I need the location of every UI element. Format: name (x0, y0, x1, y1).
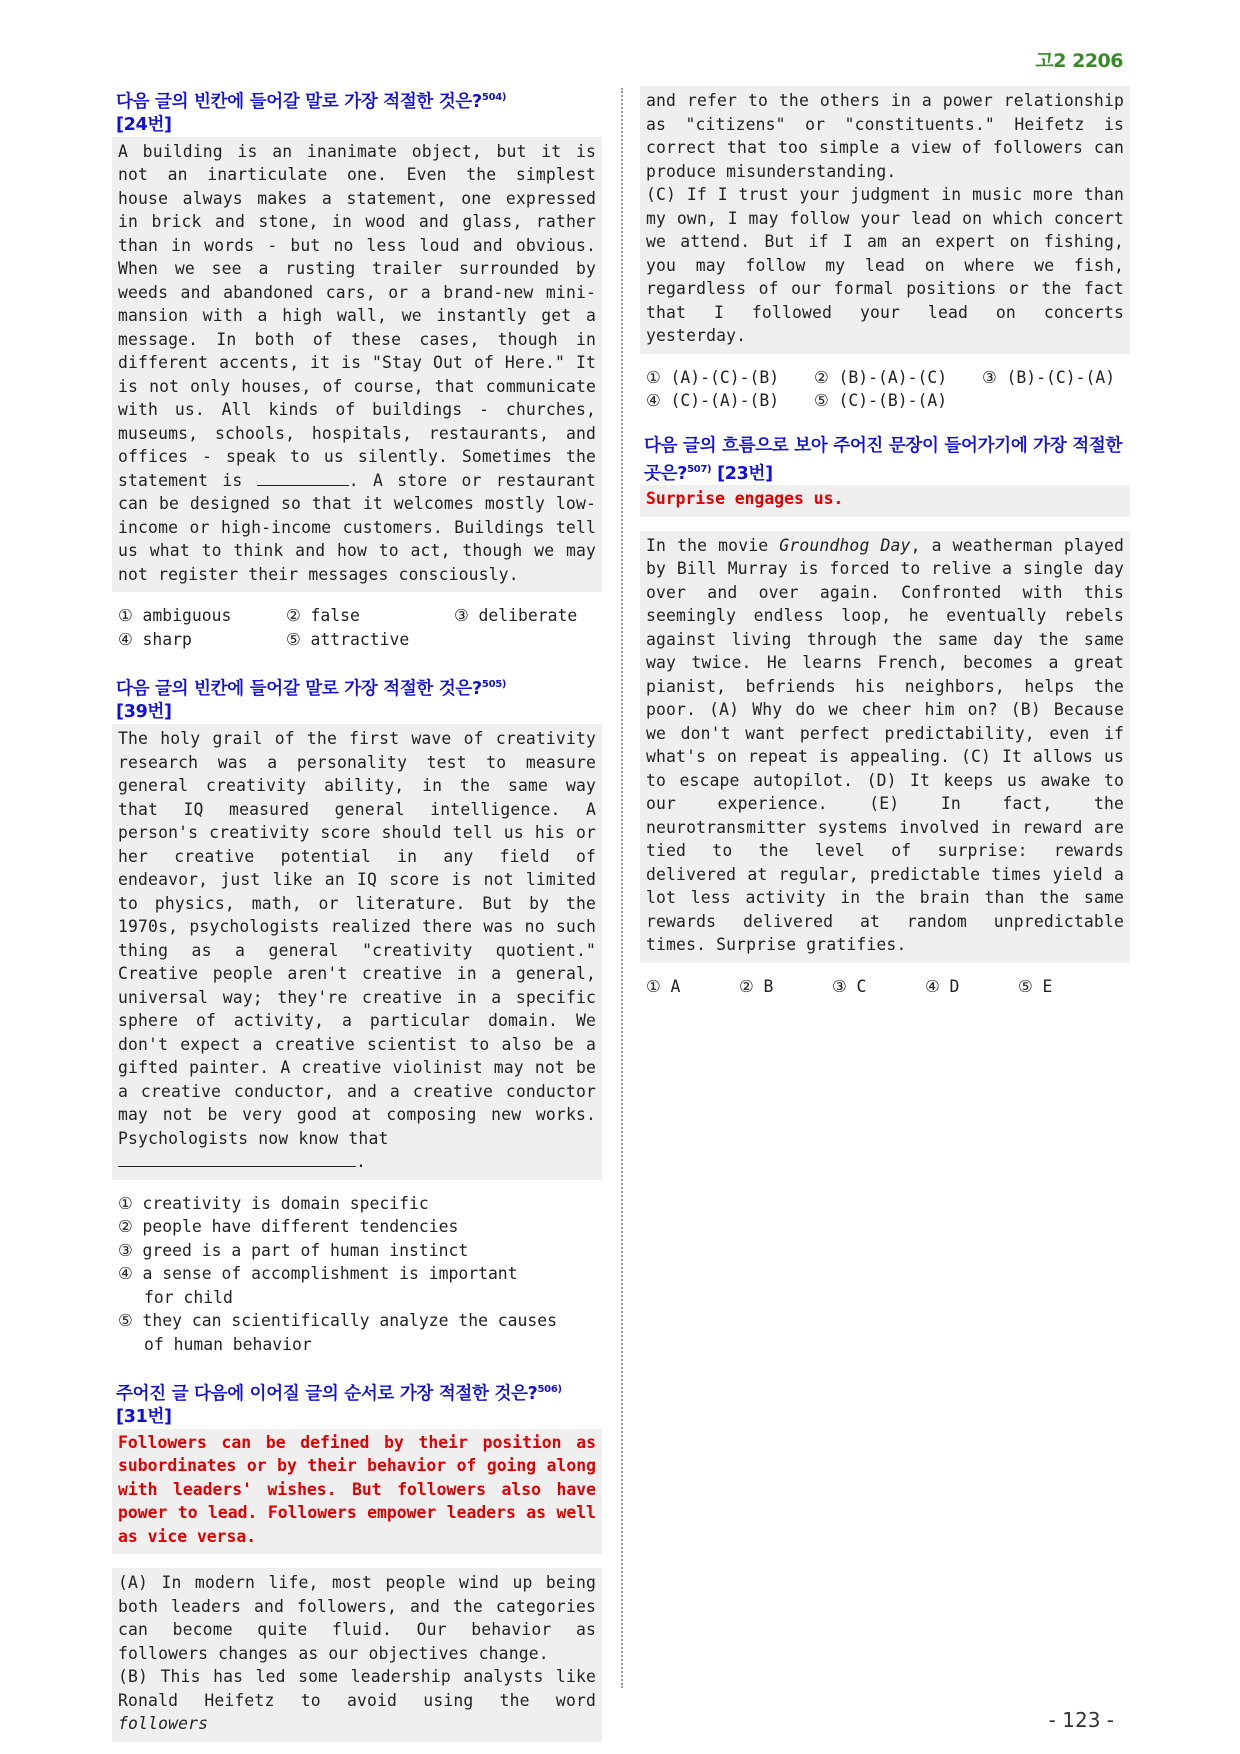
option-1[interactable]: ① ambiguous (118, 606, 232, 626)
part-b-continued: and refer to the others in a power relationship as "citizens" or "constituents." Heifetz is correct that too simple a view of followers can produce misunderstanding. (646, 91, 1124, 181)
option-5[interactable]: ⑤ they can scientifically analyze the causes of human behavior (118, 1311, 558, 1354)
question-507-given-sentence: Surprise engages us. (640, 485, 1130, 517)
question-507-options (640, 975, 1130, 999)
question-507-heading (644, 435, 1126, 486)
question-504-options (112, 604, 602, 651)
question-prompt: 다음 글의 빈칸에 들어갈 말로 가장 적절한 것은? (116, 679, 482, 700)
footnote-ref: 504) (481, 92, 507, 103)
option-5[interactable]: ⑤ attractive (286, 629, 410, 649)
passage-text: . A store or restaurant can be designed so that it welcomes mostly low-income or high-income customers. Buildings tell us what to think and how to act, though we may not register their messages consciously. (118, 470, 596, 584)
part-b: (B) This has led some leadership analysts like Ronald Heifetz to avoid using the word (118, 1667, 596, 1710)
part-a: (A) In modern life, most people wind up being both leaders and followers, and the categories can become quite fluid. Our behavior as followers changes as our objectives change. (118, 1573, 596, 1663)
option-4[interactable]: ④ D (925, 976, 960, 996)
footnote-ref: 506) (537, 1384, 562, 1396)
option-1[interactable]: ① creativity is domain specific (118, 1193, 429, 1213)
exam-code: 고2 2206 (1035, 50, 1123, 72)
option-5[interactable]: ⑤ (C)-(B)-(A) (814, 391, 948, 410)
question-507-passage (640, 531, 1130, 963)
option-2[interactable]: ② false (286, 606, 360, 626)
question-number: [23번] (717, 463, 773, 484)
passage-text: In the movie (646, 535, 780, 555)
answer-blank (118, 1150, 356, 1167)
question-505-heading (116, 673, 598, 724)
option-3[interactable]: ③ deliberate (454, 606, 578, 626)
column-divider (621, 88, 623, 1688)
option-2[interactable]: ② B (739, 976, 774, 996)
movie-title: Groundhog Day (779, 535, 911, 555)
option-3[interactable]: ③ C (832, 976, 867, 996)
passage-text: A building is an inanimate object, but it is not an inarticulate one. Even the simplest house always makes a statement, one expressed in brick and stone, in wood and glass, rather than in words - but no less loud and obvious. When we see a rusting trailer surrounded by weeds and abandoned cars, or a brand-new mini-mansion with a high wall, we instantly get a message. In both of these cases, though in different accents, it is "Stay Out of Here." It is not only houses, of course, that communicate with us. All kinds of buildings - churches, museums, schools, hospitals, restaurants, and offices - speak to us silently. Sometimes the statement is (118, 141, 596, 490)
option-4[interactable]: ④ a sense of accomplishment is important for child (118, 1264, 518, 1307)
option-2[interactable]: ② people have different tendencies (118, 1217, 459, 1237)
passage-text: The holy grail of the first wave of creativity research was a personality test to measure general creativity ability, in the same way that IQ measured general intelligence. A person's creativity score should tell us his or her creative potential in any field of endeavor, just like an IQ score is not limited to physics, math, or literature. But by the 1970s, psychologists realized there was no such thing as a general "creativity quotient." Creative people aren't creative in a general, universal way; they're creative in a specific sphere of activity, a particular domain. We don't expect a creative scientist to also be a gifted painter. A creative violinist may not be a creative conductor, and a creative conductor may not be very good at composing new works. Psychologists now know that (118, 729, 596, 1148)
option-4[interactable]: ④ sharp (118, 629, 192, 649)
question-504-passage (112, 137, 602, 593)
option-1[interactable]: ① (A)-(C)-(B) (646, 367, 780, 387)
question-505-options (112, 1192, 602, 1357)
option-5[interactable]: ⑤ E (1018, 976, 1053, 996)
answer-blank (257, 469, 349, 486)
question-prompt: 다음 글의 빈칸에 들어갈 말로 가장 적절한 것은? (116, 91, 482, 112)
question-505-passage: The holy grail of the first wave of creativity research was a personality test to measure general creativity ability, in the same way that IQ measured general intelligence. A person's creativity score should tell us his or her creative potential in any field of endeavor, just like an IQ score is not limited to physics, math, or literature. But by the 1970s, psychologists realized there was no such thing as a general "creativity quotient." Creative people aren't creative in a general, universal way; they're creative in a specific sphere of activity, a particular domain. We don't expect a creative scientist to also be a gifted painter. A creative violinist may not be a creative conductor, and a creative conductor may not be very good at composing new works. Psychologists now know that . (112, 724, 602, 1180)
footnote-ref: 505) (481, 679, 507, 691)
question-number: [31번] (116, 1406, 172, 1427)
question-506-parts-right (640, 86, 1130, 354)
option-1[interactable]: ① A (646, 976, 681, 996)
part-b-italic-word: followers (118, 1714, 209, 1734)
part-c: (C) If I trust your judgment in music more than my own, I may follow your lead on which concert we attend. But if I am an expert on fishing, you may follow my lead on where we fish, regardless of our formal positions or the fact that I followed your lead on concerts yesterday. (646, 185, 1124, 345)
question-number: [39번] (116, 702, 172, 723)
page-number: - 123 - (1048, 1708, 1114, 1732)
option-3[interactable]: ③ greed is a part of human instinct (118, 1240, 469, 1260)
question-number: [24번] (116, 114, 172, 135)
question-506-heading (116, 1378, 598, 1429)
option-3[interactable]: ③ (B)-(C)-(A) (982, 367, 1116, 387)
question-506-parts-left (112, 1568, 602, 1742)
footnote-ref: 507) (687, 463, 712, 475)
question-prompt: 다음 글의 흐름으로 보아 주어진 문장이 들어가기에 가장 적절한 곳은? (644, 435, 1123, 484)
question-504-heading (116, 86, 598, 137)
right-column (640, 86, 1130, 998)
left-column (112, 86, 602, 1742)
option-2[interactable]: ② (B)-(A)-(C) (814, 367, 948, 387)
question-506-given-text: Followers can be defined by their position as subordinates or by their behavior of going along with leaders' wishes. But followers also have power to lead. Followers empower leaders as well as vice versa. (112, 1429, 602, 1555)
passage-text: , a weatherman played by Bill Murray is forced to relive a single day over and over again. Confronted with this seemingly endless loop, he eventually rebels against living through the same day the same way twice. He learns French, becomes a great pianist, befriends his neighbors, helps the poor. (A) Why do we cheer him on? (B) Because we don't want perfect predictability, even if what's on repeat is appealing. (C) It allows us to escape autopilot. (D) It keeps us awake to our experience. (E) In fact, the neurotransmitter systems involved in reward are tied to the level of surprise: rewards delivered at regular, predictable times yield a lot less activity in the brain than the same rewards delivered at random unpredictable times. Surprise gratifies. (646, 535, 1125, 955)
option-4[interactable]: ④ (C)-(A)-(B) (646, 391, 780, 410)
question-prompt: 주어진 글 다음에 이어질 글의 순서로 가장 적절한 것은? (116, 1383, 538, 1404)
question-506-options (640, 366, 1130, 413)
